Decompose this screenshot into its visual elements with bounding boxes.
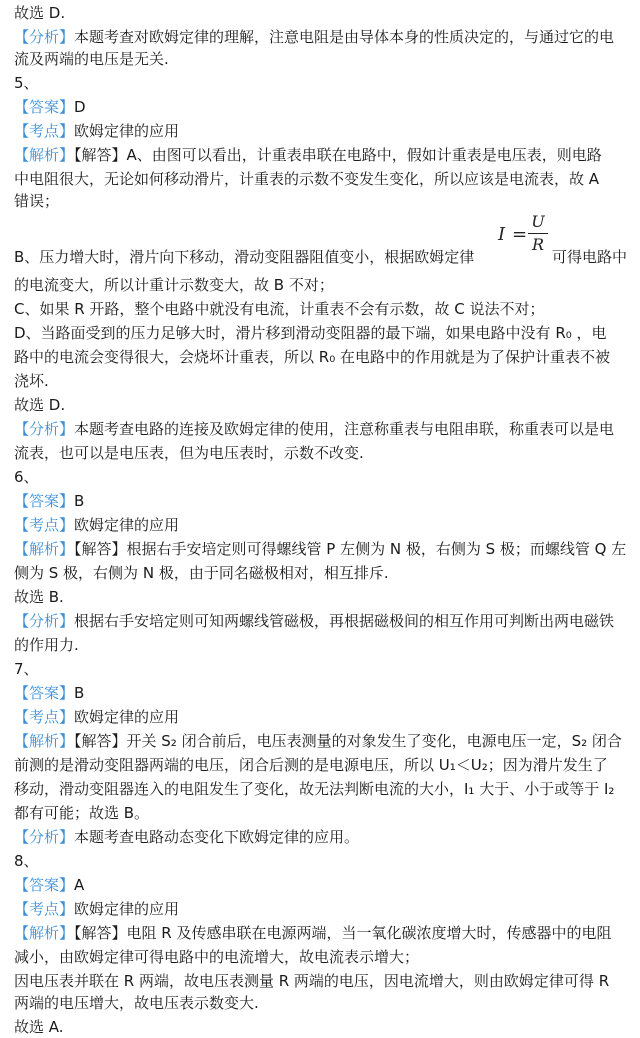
section-tag: 【答案】 bbox=[14, 492, 75, 510]
text-line: D、当路面受到的压力足够大时，滑片移到滑动变阻器的最下端，如果电路中没有 R₀ ，电 bbox=[14, 324, 607, 342]
section-tag: 【考点】 bbox=[14, 900, 75, 918]
text-line: 流表，也可以是电压表，但为电压表时，示数不改变. bbox=[14, 444, 364, 462]
section-tag: 【分析】 bbox=[14, 420, 75, 438]
section-tag: 【解析】 bbox=[14, 732, 75, 750]
section-tag: 【答案】 bbox=[14, 98, 75, 116]
text-line: 【解析】【解答】电阻 R 及传感串联在电源两端，当一氧化碳浓度增大时，传感器中的电阻 bbox=[14, 924, 612, 942]
question-number: 5、 bbox=[14, 74, 39, 92]
text-line: 错误； bbox=[14, 192, 60, 210]
question-number: 7、 bbox=[14, 660, 39, 678]
text-line: 都有可能；故选 B。 bbox=[14, 804, 150, 822]
text-line: 侧为 S 极，右侧为 N 极，由于同名磁极相对，相互排斥. bbox=[14, 564, 389, 582]
section-tag: 【答案】 bbox=[14, 684, 75, 702]
answer-line: 【答案】B bbox=[14, 492, 85, 510]
answer-line: 【答案】A bbox=[14, 876, 85, 894]
topic-line: 【考点】欧姆定律的应用 bbox=[14, 516, 180, 534]
text-line: 的电流变大，所以计重计示数变大，故 B 不对； bbox=[14, 276, 334, 294]
text-line: 前测的是滑动变阻器两端的电压，闭合后测的是电源电压，所以 U₁＜U₂；因为滑片发生了 bbox=[14, 756, 608, 774]
text-line: 中电阻很大，无论如何移动滑片，计重表的示数不变发生变化，所以应该是电流表，故 A bbox=[14, 170, 600, 188]
text-line: 可得电路中 bbox=[552, 248, 628, 266]
section-tag: 【考点】 bbox=[14, 708, 75, 726]
text-line: 流及两端的电压是无关. bbox=[14, 50, 169, 68]
text-line: 故选 A. bbox=[14, 1018, 64, 1036]
section-tag: 【答案】 bbox=[14, 876, 75, 894]
section-tag: 【考点】 bbox=[14, 516, 75, 534]
text-line: B、压力增大时，滑片向下移动，滑动变阻器阻值变小，根据欧姆定律 bbox=[14, 248, 475, 266]
ohms-law-formula: I = U R bbox=[498, 212, 550, 262]
text-line: 【分析】根据右手安培定则可知两螺线管磁极，再根据磁极间的相互作用可判断出两电磁铁 bbox=[14, 612, 615, 630]
question-number: 6、 bbox=[14, 468, 39, 486]
text-line: 移动，滑动变阻器连入的电阻发生了变化，故无法判断电流的大小，I₁ 大于、小于或等于 I₂ bbox=[14, 780, 615, 798]
section-tag: 【解析】 bbox=[14, 540, 75, 558]
text-line: 故选 D. bbox=[14, 396, 66, 414]
answer-line: 【答案】B bbox=[14, 684, 85, 702]
answer-line: 【答案】D bbox=[14, 98, 86, 116]
text-line: 浇坏. bbox=[14, 372, 49, 390]
text-line: C、如果 R 开路，整个电路中就没有电流，计重表不会有示数，故 C 说法不对； bbox=[14, 300, 545, 318]
topic-line: 【考点】欧姆定律的应用 bbox=[14, 900, 180, 918]
text-line: 两端的电压增大，故电压表示数变大. bbox=[14, 994, 259, 1012]
section-tag: 【解析】 bbox=[14, 924, 75, 942]
text-line: 的作用力. bbox=[14, 636, 79, 654]
text-line: 【分析】本题考查电路动态变化下欧姆定律的应用。 bbox=[14, 828, 360, 846]
section-tag: 【考点】 bbox=[14, 122, 75, 140]
text-line: 【分析】本题考查对欧姆定律的理解，注意电阻是由导体本身的性质决定的，与通过它的电 bbox=[14, 28, 615, 46]
section-tag: 【分析】 bbox=[14, 828, 75, 846]
topic-line: 【考点】欧姆定律的应用 bbox=[14, 122, 180, 140]
text-line: 【解析】【解答】开关 S₂ 闭合前后，电压表测量的对象发生了变化，电源电压一定，S₂ 闭合 bbox=[14, 732, 622, 750]
text-line: 【分析】本题考查电路的连接及欧姆定律的使用，注意称重表与电阻串联，称重表可以是电 bbox=[14, 420, 615, 438]
text-line: 故选 D. bbox=[14, 4, 66, 22]
section-tag: 【分析】 bbox=[14, 612, 75, 630]
topic-line: 【考点】欧姆定律的应用 bbox=[14, 708, 180, 726]
text-line: 【解析】【解答】根据右手安培定则可得螺线管 P 左侧为 N 极，右侧为 S 极；而螺线管 Q 左 bbox=[14, 540, 627, 558]
text-line: 【解析】【解答】A、由图可以看出，计重表串联在电路中，假如计重表是电压表，则电路 bbox=[14, 146, 602, 164]
text-line: 减小，由欧姆定律可得电路中的电流增大，故电流表示增大； bbox=[14, 948, 420, 966]
text-line: 因电压表并联在 R 两端，故电压表测量 R 两端的电压，因电流增大，则由欧姆定律可得 R bbox=[14, 972, 610, 990]
section-tag: 【分析】 bbox=[14, 28, 75, 46]
text-line: 路中的电流会变得很大，会烧坏计重表，所以 R₀ 在电路中的作用就是为了保护计重表不被 bbox=[14, 348, 610, 366]
question-number: 8、 bbox=[14, 852, 39, 870]
text-line: 故选 B. bbox=[14, 588, 64, 606]
section-tag: 【解析】 bbox=[14, 146, 75, 164]
